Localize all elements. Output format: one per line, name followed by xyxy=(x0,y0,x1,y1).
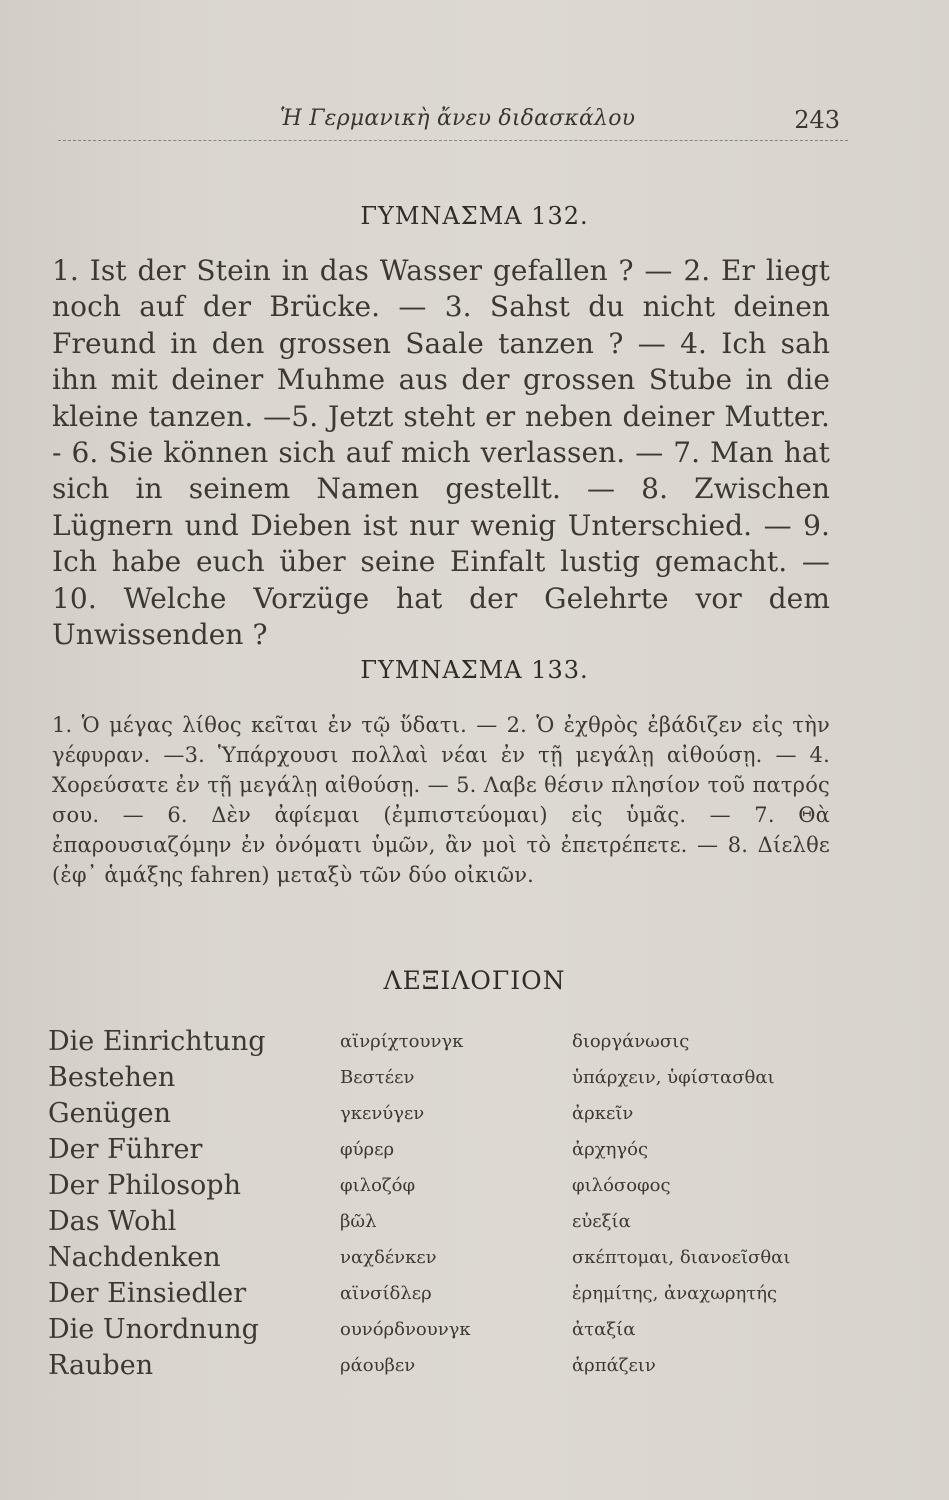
german-term: Das Wohl xyxy=(48,1206,177,1237)
vocabulary-row xyxy=(48,1024,848,1060)
vocabulary-row xyxy=(48,1060,848,1096)
pronunciation: αϊνρίχτουνγκ xyxy=(340,1031,464,1052)
german-term: Der Führer xyxy=(48,1134,203,1165)
vocabulary-row xyxy=(48,1168,848,1204)
pronunciation: ναχδένκεν xyxy=(340,1247,437,1268)
pronunciation: φύρερ xyxy=(340,1139,395,1160)
exercise-133-title: ΓΥΜΝΑΣΜΑ 133. xyxy=(360,656,589,684)
greek-translation: φιλόσοφος xyxy=(572,1175,671,1196)
german-term: Die Einrichtung xyxy=(48,1026,266,1057)
exercise-132-title: ΓΥΜΝΑΣΜΑ 132. xyxy=(360,202,589,230)
german-term: Die Unordnung xyxy=(48,1314,259,1345)
vocabulary-row xyxy=(48,1240,848,1276)
header-rule xyxy=(58,140,848,143)
greek-translation: ὑπάρχειν, ὑφίστασθαι xyxy=(572,1067,775,1088)
greek-translation: ἁρπάζειν xyxy=(572,1355,656,1376)
vocabulary-row xyxy=(48,1096,848,1132)
page-number: 243 xyxy=(794,106,840,134)
german-term: Genügen xyxy=(48,1098,171,1129)
pronunciation: ράουβεν xyxy=(340,1355,416,1376)
greek-translation: διοργάνωσις xyxy=(572,1031,690,1052)
german-term: Der Einsiedler xyxy=(48,1278,247,1309)
german-term: Nachdenken xyxy=(48,1242,221,1273)
vocabulary-row xyxy=(48,1312,848,1348)
vocabulary-row xyxy=(48,1276,848,1312)
german-term: Bestehen xyxy=(48,1062,176,1093)
exercise-133-text: 1. Ὁ μέγας λίθος κεῖται ἐν τῷ ὕδατι. — 2. Ὁ ἐχθρὸς ἐβάδιζεν εἰς τὴν γέφυραν. —3. Ὑπάρχουσι πολλαὶ νέαι ἐν τῇ μεγάλῃ αἰθούσῃ. — 4. Χορεύσατε ἐν τῇ μεγάλῃ αἰθούσῃ. — 5. Λαβε θέσιν πλησίον τοῦ πατρός σου. — 6. Δὲν ἀφίεμαι (ἐμπιστεύομαι) εἰς ὑμᾶς. — 7. Θὰ ἐπαρουσιαζόμην ἐν ὀνόματι ὑμῶν, ἂν μοὶ τὸ ἐπετρέπετε. — 8. Δίελθε (ἐφ᾽ ἁμάξης fahren) μεταξὺ τῶν δύο οἰκιῶν. xyxy=(52,713,830,887)
page-header xyxy=(58,96,848,146)
vocabulary-row xyxy=(48,1204,848,1240)
vocabulary-table xyxy=(48,1024,848,1384)
pronunciation: βῶλ xyxy=(340,1211,377,1232)
german-term: Der Philosoph xyxy=(48,1170,241,1201)
greek-translation: εὐεξία xyxy=(572,1211,631,1232)
pronunciation: Βεστέεν xyxy=(340,1067,415,1088)
pronunciation: ουνόρδνουνγκ xyxy=(340,1319,471,1340)
greek-translation: ἀταξία xyxy=(572,1319,636,1340)
greek-translation: σκέπτομαι, διανοεῖσθαι xyxy=(572,1247,791,1268)
vocabulary-row xyxy=(48,1348,848,1384)
vocabulary-row xyxy=(48,1132,848,1168)
pronunciation: φιλοζόφ xyxy=(340,1175,416,1196)
pronunciation: αϊνσίδλερ xyxy=(340,1283,432,1304)
exercise-132-text: 1. Ist der Stein in das Wasser gefallen ? — 2. Er liegt noch auf der Brücke. — 3. Sahst du nicht deinen Freund in den grossen Saale tanzen ? — 4. Ich sah ihn mit deiner Muhme aus der grossen Stube in die kleine tanzen. —5. Jetzt steht er neben deiner Mutter. - 6. Sie können sich auf mich verlassen. — 7. Man hat sich in seinem Namen gestellt. — 8. Zwischen Lügnern und Dieben ist nur wenig Unterschied. — 9. Ich habe euch über seine Einfalt lustig gemacht. — 10. Welche Vorzüge hat der Gelehrte vor dem Unwissenden ? xyxy=(52,254,830,652)
pronunciation: γκενύγεν xyxy=(340,1103,425,1124)
greek-translation: ἀρχηγός xyxy=(572,1139,649,1160)
vocabulary-title: ΛΕΞΙΛΟΓΙΟΝ xyxy=(383,966,566,995)
greek-translation: ἐρημίτης, ἀναχωρητής xyxy=(572,1283,778,1304)
running-title: Ἡ Γερμανικὴ ἄνευ διδασκάλου xyxy=(280,106,636,131)
greek-translation: ἀρκεῖν xyxy=(572,1103,634,1124)
german-term: Rauben xyxy=(48,1350,154,1381)
